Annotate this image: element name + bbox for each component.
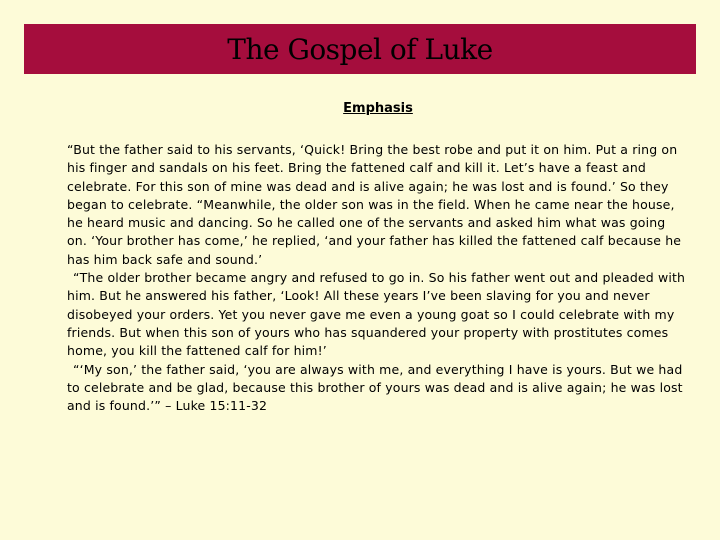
passage-paragraph-1: “But the father said to his servants, ‘Quick! Bring the best robe and put it on him. Put a ring on his finger and sandals on his feet. Bring the fattened calf and kill it. Let’s have a feast and celebrate. For this son of mine was dead and is alive again; he was lost and is found.’ So they began to celebrate. “Meanwhile, the older son was in the field. When he came near the house, he heard music and dancing. So he called one of the servants and asked him what was going on. ‘Your brother has come,’ he replied, ‘and your father has killed the fattened calf because he has him back safe and sound.’ [67,142,682,267]
scripture-passage [67,141,689,415]
section-heading: Emphasis [343,101,413,116]
passage-paragraph-2: “The older brother became angry and refused to go in. So his father went out and pleaded with him. But he answered his father, ‘Look! All these years I’ve been slaving for you and never disobeyed your orders. Yet you never gave me even a young goat so I could celebrate with my friends. But when this son of yours who has squandered your property with prostitutes comes home, you kill the fattened calf for him!’ [67,270,686,359]
passage-paragraph-3: “‘My son,’ the father said, ‘you are always with me, and everything I have is yours. But we had to celebrate and be glad, because this brother of yours was dead and is alive again; he was lost and is found.’” – Luke 15:11-32 [67,361,683,414]
title-banner [24,24,696,74]
slide-title: The Gospel of Luke [227,32,493,66]
